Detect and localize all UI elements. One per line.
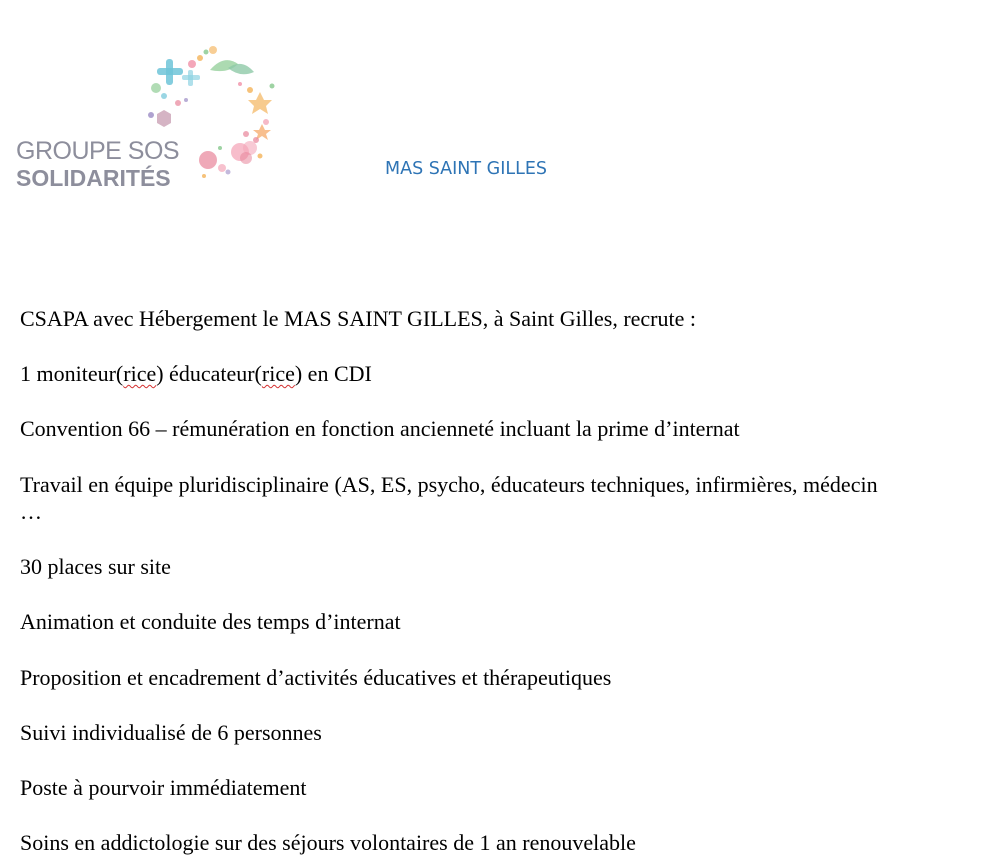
job-title-part: ) éducateur( [156, 361, 262, 386]
follow-up-line: Suivi individualisé de 6 personnes [20, 720, 322, 745]
job-title-part: 1 moniteur( [20, 361, 124, 386]
logo-text-solidarites: SOLIDARITÉS [16, 165, 171, 191]
animation-line: Animation et conduite des temps d’internat [20, 609, 401, 634]
header-title: MAS SAINT GILLES [385, 159, 548, 179]
convention-line: Convention 66 – rémunération en fonction ancienneté incluant la prime d’internat [20, 416, 740, 441]
places-line: 30 places sur site [20, 554, 171, 579]
logo-text-groupe-sos: GROUPE SOS [16, 137, 180, 165]
job-title-part: ) en CDI [294, 361, 372, 386]
activities-line: Proposition et encadrement d’activités éducatives et thérapeutiques [20, 665, 612, 690]
care-line: Soins en addictologie sur des séjours volontaires de 1 an renouvelable [20, 830, 636, 855]
intro-line: CSAPA avec Hébergement le MAS SAINT GILLES, à Saint Gilles, recrute : [20, 306, 696, 331]
spelling-flagged-word: rice [261, 361, 295, 386]
team-line-continuation: … [20, 499, 42, 524]
availability-line: Poste à pourvoir immédiatement [20, 775, 307, 800]
team-line: Travail en équipe pluridisciplinaire (AS, ES, psycho, éducateurs techniques, infirmières, médecin [20, 472, 878, 497]
job-title-line [20, 360, 372, 388]
spelling-flagged-word: rice [123, 361, 157, 386]
groupe-sos-logo [14, 44, 284, 194]
